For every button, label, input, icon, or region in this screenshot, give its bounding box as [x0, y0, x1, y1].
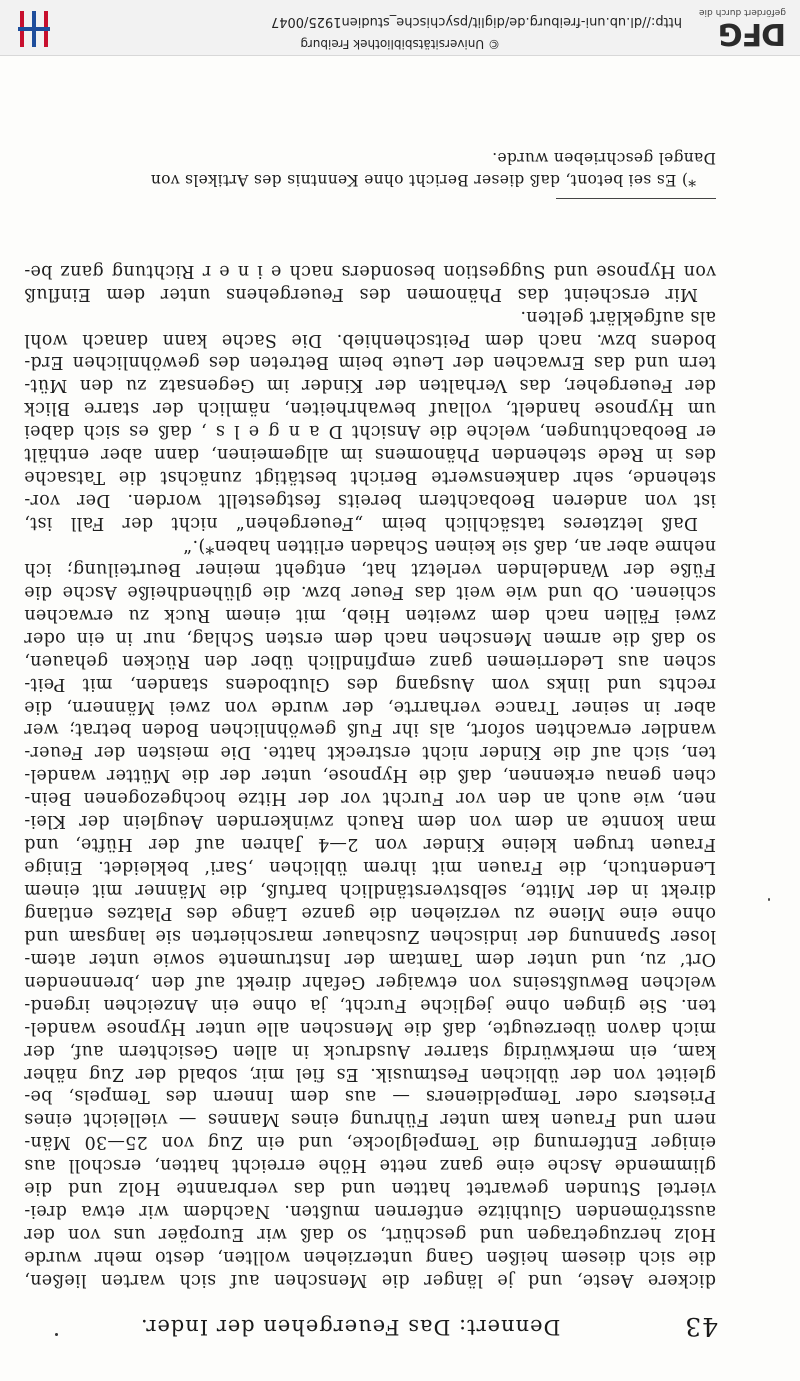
text-line: wandler erwachten sofort, als ihr Fuß gewöhnlichen Boden betrat; wer	[24, 719, 716, 740]
text-line: zwei Fällen nach dem zweiten Hieb, mit einem Ruck zu erwachen	[24, 604, 716, 625]
text-line: ohne eine Miene zu verziehen die ganze Länge des Platzes entlang	[24, 903, 716, 923]
footnote-line: Dangel geschrieben wurde.	[491, 149, 716, 167]
text-line: Lendentuch, die Frauen mit ihrem üblichen ‚Sari‘ bekleidet. Einige	[24, 857, 716, 878]
text-line: kam, ein merkwürdig starrer Ausdruck in allen Gesichtern auf, der	[24, 1040, 716, 1061]
text-line: aber in seiner Trance verharrte, der wurde von zwei Männern, die	[24, 696, 716, 717]
text-line: Ort‘ zu, und unter dem Tamtam der Instrumente sowie unter atem-	[24, 948, 716, 969]
text-line: welchen Bewußtseins von etwaiger Gefahr direkt auf den ‚brennenden	[24, 971, 716, 992]
text-line: er Beobachtungen, welche die Ansicht D a n g e l s , daß es sich dabei	[24, 421, 716, 442]
text-line: des in Rede stehenden Phänomens im allgemeinen, dann aber enthält	[24, 444, 716, 465]
text-line: viertel Stunden gewartet hatten und das verbrannte Holz und die	[24, 1178, 716, 1199]
dfg-logo-subtitle: gefördert durch die	[699, 7, 786, 17]
source-url-link[interactable]: http://dl.ub.uni-freiburg.de/diglit/psychische_studien1925/0047	[270, 14, 682, 29]
text-line: stehende, sehr dankenswerte Bericht bestätigt zunächst die Tatsache	[24, 467, 716, 488]
page-number: 43	[684, 1312, 718, 1341]
text-line: man konnte an dem von dem Rauch zwinkernden Aeuglein der Klei-	[24, 811, 716, 832]
text-line: tern und das Erwachen der Leute beim Betreten des gewöhnlichen Erd-	[24, 352, 716, 373]
text-line: bodens bzw. nach dem Peitschenhieb. Die Sache kann danach wohl	[24, 329, 716, 350]
text-line: Frauen trugen kleine Kinder von 2—4 Jahren auf der Hüfte, und	[24, 834, 716, 855]
text-line: ten, sich auf die Kinder nicht erstreckt hatte. Die meisten der Feuer-	[24, 742, 716, 763]
text-line: nen, wie auch an den vor Furcht vor der Hitze hochgezogenen Bein-	[24, 788, 716, 809]
text-line: glimmende Asche eine ganz nette Höhe erreicht hatten, erscholl aus	[24, 1155, 716, 1176]
text-line: als aufgeklärt gelten.	[520, 306, 716, 327]
footnote-rule	[556, 198, 716, 199]
footnote-line: *) Es sei betont, daß dieser Bericht ohne Kenntnis des Artikels von	[150, 171, 696, 189]
dfg-logo	[696, 5, 786, 51]
text-line: einiger Entfernung die Tempelglocke, und ein Zug von 25—30 Män-	[24, 1132, 716, 1153]
scan-speck	[768, 898, 770, 901]
text-line: schen aus Lederriemen ganz empfindlich über den Rücken gehauen,	[24, 650, 716, 671]
running-head: Dennert: Das Feuergehen der Inder.	[140, 1315, 561, 1339]
dfg-logo-word: DFG	[718, 16, 786, 51]
text-line: nehme aber an, daß sie keinen Schaden erlitten haben*).“	[182, 536, 716, 556]
digitization-footer	[0, 0, 800, 56]
text-line: gleitet von der üblichen Festmusik. Es fiel mir, sobald der Zug näher	[24, 1063, 716, 1084]
text-line: um Hypnose handelt, vollauf bewahrheiten, nämlich der starre Blick	[24, 398, 716, 419]
book-page	[0, 56, 800, 1381]
text-line: von Hypnose und Suggestion besonders nach e i n e r Richtung ganz be-	[24, 260, 716, 281]
text-line: Priesters oder Tempeldieners — aus dem Innern des Tempels, be-	[24, 1086, 716, 1107]
copyright-notice: © Universitätsbibliothek Freiburg	[300, 37, 500, 51]
footnote	[46, 147, 716, 191]
body-text	[24, 259, 716, 1291]
text-line: rechts und links vom Ausgang des Glutbodens standen, mit Peit-	[24, 673, 716, 694]
text-line: Füße der Wandelnden verletzt hat, entgeht meiner Beurteilung; ich	[24, 558, 716, 579]
text-line: ist von anderen Beobachtern bereits festgestellt worden. Der vor-	[24, 490, 716, 511]
text-line: die sich diesem heißen Gang unterziehen wollten, desto mehr wurde	[24, 1247, 716, 1268]
text-line: dickere Aeste, und je länger die Menschen auf sich warten ließen,	[24, 1270, 716, 1290]
paragraph-first-line: Mir erscheint das Phänomen des Feuergehens unter dem Einfluß	[24, 283, 698, 304]
scan-speck	[55, 1333, 58, 1336]
text-line: loser Spannung der indischen Zuschauer marschierten sie langsam und	[24, 925, 716, 946]
text-line: ausströmenden Gluthitze entfernen mußten. Nachdem wir etwa drei-	[24, 1201, 716, 1222]
text-line: schienen. Ob und wie weit das Feuer bzw. die glühendheiße Asche die	[24, 581, 716, 602]
text-line: ten. Sie gingen ohne jegliche Furcht, ja ohne ein Anzeichen irgend-	[24, 994, 716, 1015]
text-line: der Feuergeher, das Verhalten der Kinder im Gegensatz zu den Müt-	[24, 375, 716, 396]
text-line: mich davon überzeugte, daß die Menschen alle unter Hypnose wandel-	[24, 1017, 716, 1038]
text-line: direkt in der Mitte, selbstverständlich barfuß, die Männer mit einem	[24, 880, 716, 901]
page-header	[40, 1303, 760, 1343]
paragraph-first-line: Daß letzteres tatsächlich beim „Feuergehen“ nicht der Fall ist,	[24, 513, 698, 534]
university-library-logo-icon	[16, 9, 52, 49]
text-line: Holz herzugetragen und geschürt, so daß wir Europäer uns von der	[24, 1224, 716, 1245]
text-line: so daß die armen Menschen nach dem ersten Schlag, nur in ein oder	[24, 627, 716, 648]
text-line: chen genau erkennen, daß die Hypnose, unter der die Mütter wandel-	[24, 765, 716, 786]
text-line: nern und Frauen kam unter Führung eines Mannes — vielleicht eines	[24, 1109, 716, 1130]
